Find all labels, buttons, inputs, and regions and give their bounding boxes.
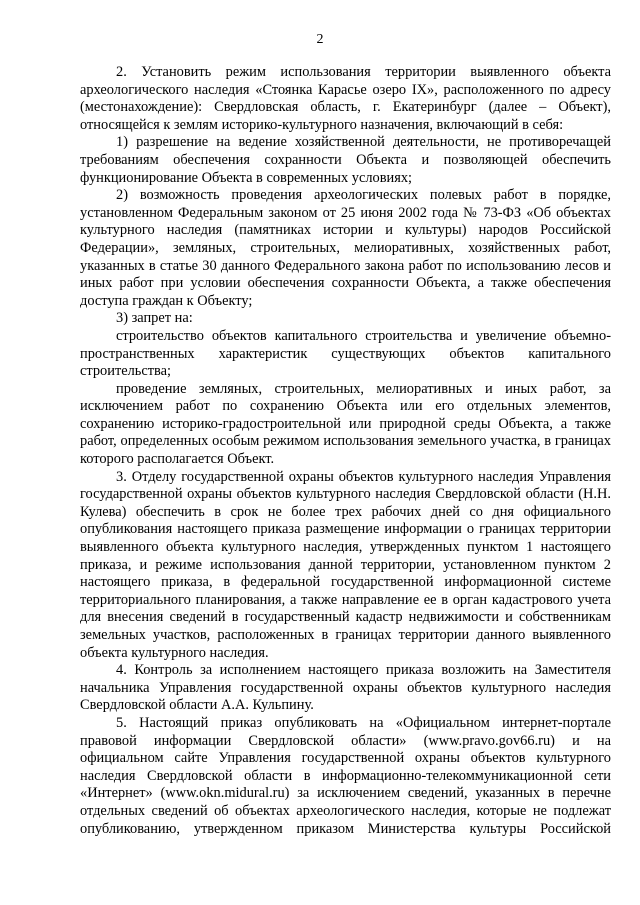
paragraph-subitem-2: 2) возможность проведения археологических полевых работ в порядке, установленном Федеральным законом от 25 июня 2002 года № 73-ФЗ «Об объектах культурного наследия (памятниках истории и культуры) народов Российской Федерации», земляных, строительных, мелиоративных, хозяйственных работ, указанных в статье 30 данного Федерального закона работ по использованию лесов и иных работ при условии обеспечения сохранности Объекта, а также обеспечения доступа граждан к Объекту;	[80, 187, 611, 309]
paragraph-subitem-1: 1) разрешение на ведение хозяйственной деятельности, не противоречащей требованиям обеспечения сохранности Объекта и позволяющей обеспечить функционирование Объекта в современных условиях;	[80, 134, 611, 186]
paragraph-item-4: 4. Контроль за исполнением настоящего приказа возложить на Заместителя начальника Управления государственной охраны объектов культурного наследия Свердловской области А.А. Кульпину.	[80, 662, 611, 714]
paragraph-prohibition-construction: строительство объектов капитального строительства и увеличение объемно-пространственных характеристик существующих объектов капитального строительства;	[80, 327, 611, 380]
page-number: 2	[316, 32, 324, 47]
paragraph-subitem-3: 3) запрет на:	[116, 310, 193, 327]
document-body	[80, 64, 611, 838]
paragraph-prohibition-works: проведение земляных, строительных, мелиоративных и иных работ, за исключением работ по сохранению Объекта или его отдельных элементов, сохранению историко-градостроительной или природной среды Объекта, а также работ, определенных особым режимом использования земельного участка, в границах которого располагается Объект.	[80, 380, 611, 468]
paragraph-item-5: 5. Настоящий приказ опубликовать на «Официальном интернет-портале правовой информации Свердловской области» (www.pravo.gov66.ru) и на официальном сайте Управления государственной охраны объектов культурного наследия Свердловской области в информационно-телекоммуникационной сети «Интернет» (www.okn.midural.ru) за исключением сведений, указанных в перечне отдельных сведений об объектах археологического наследия, которые не подлежат опубликованию, утвержденном приказом Министерства культуры Российской	[80, 714, 611, 837]
paragraph-item-3: 3. Отделу государственной охраны объектов культурного наследия Управления государственной охраны объектов культурного наследия Свердловской области (Н.Н. Кулева) обеспечить в срок не более трех рабочих дней со дня официального опубликования настоящего приказа размещение информации о границах территории выявленного объекта культурного наследия, утвержденных пунктом 1 настоящего приказа, и режиме использования данной территории, установленном пунктом 2 настоящего приказа, в федеральной государственной информационной системе территориального планирования, а также направление ее в орган кадастрового учета для внесения сведений в государственный кадастр недвижимости и собственникам земельных участков, расположенных в границах территории данного выявленного объекта культурного наследия.	[80, 468, 611, 661]
paragraph-item-2: 2. Установить режим использования территории выявленного объекта археологического наследия «Стоянка Карасье озеро IX», расположенного по адресу (местонахождение): Свердловская область, г. Екатеринбург (далее – Объект), относящейся к землям историко-культурного назначения, включающий в себя:	[80, 64, 611, 133]
